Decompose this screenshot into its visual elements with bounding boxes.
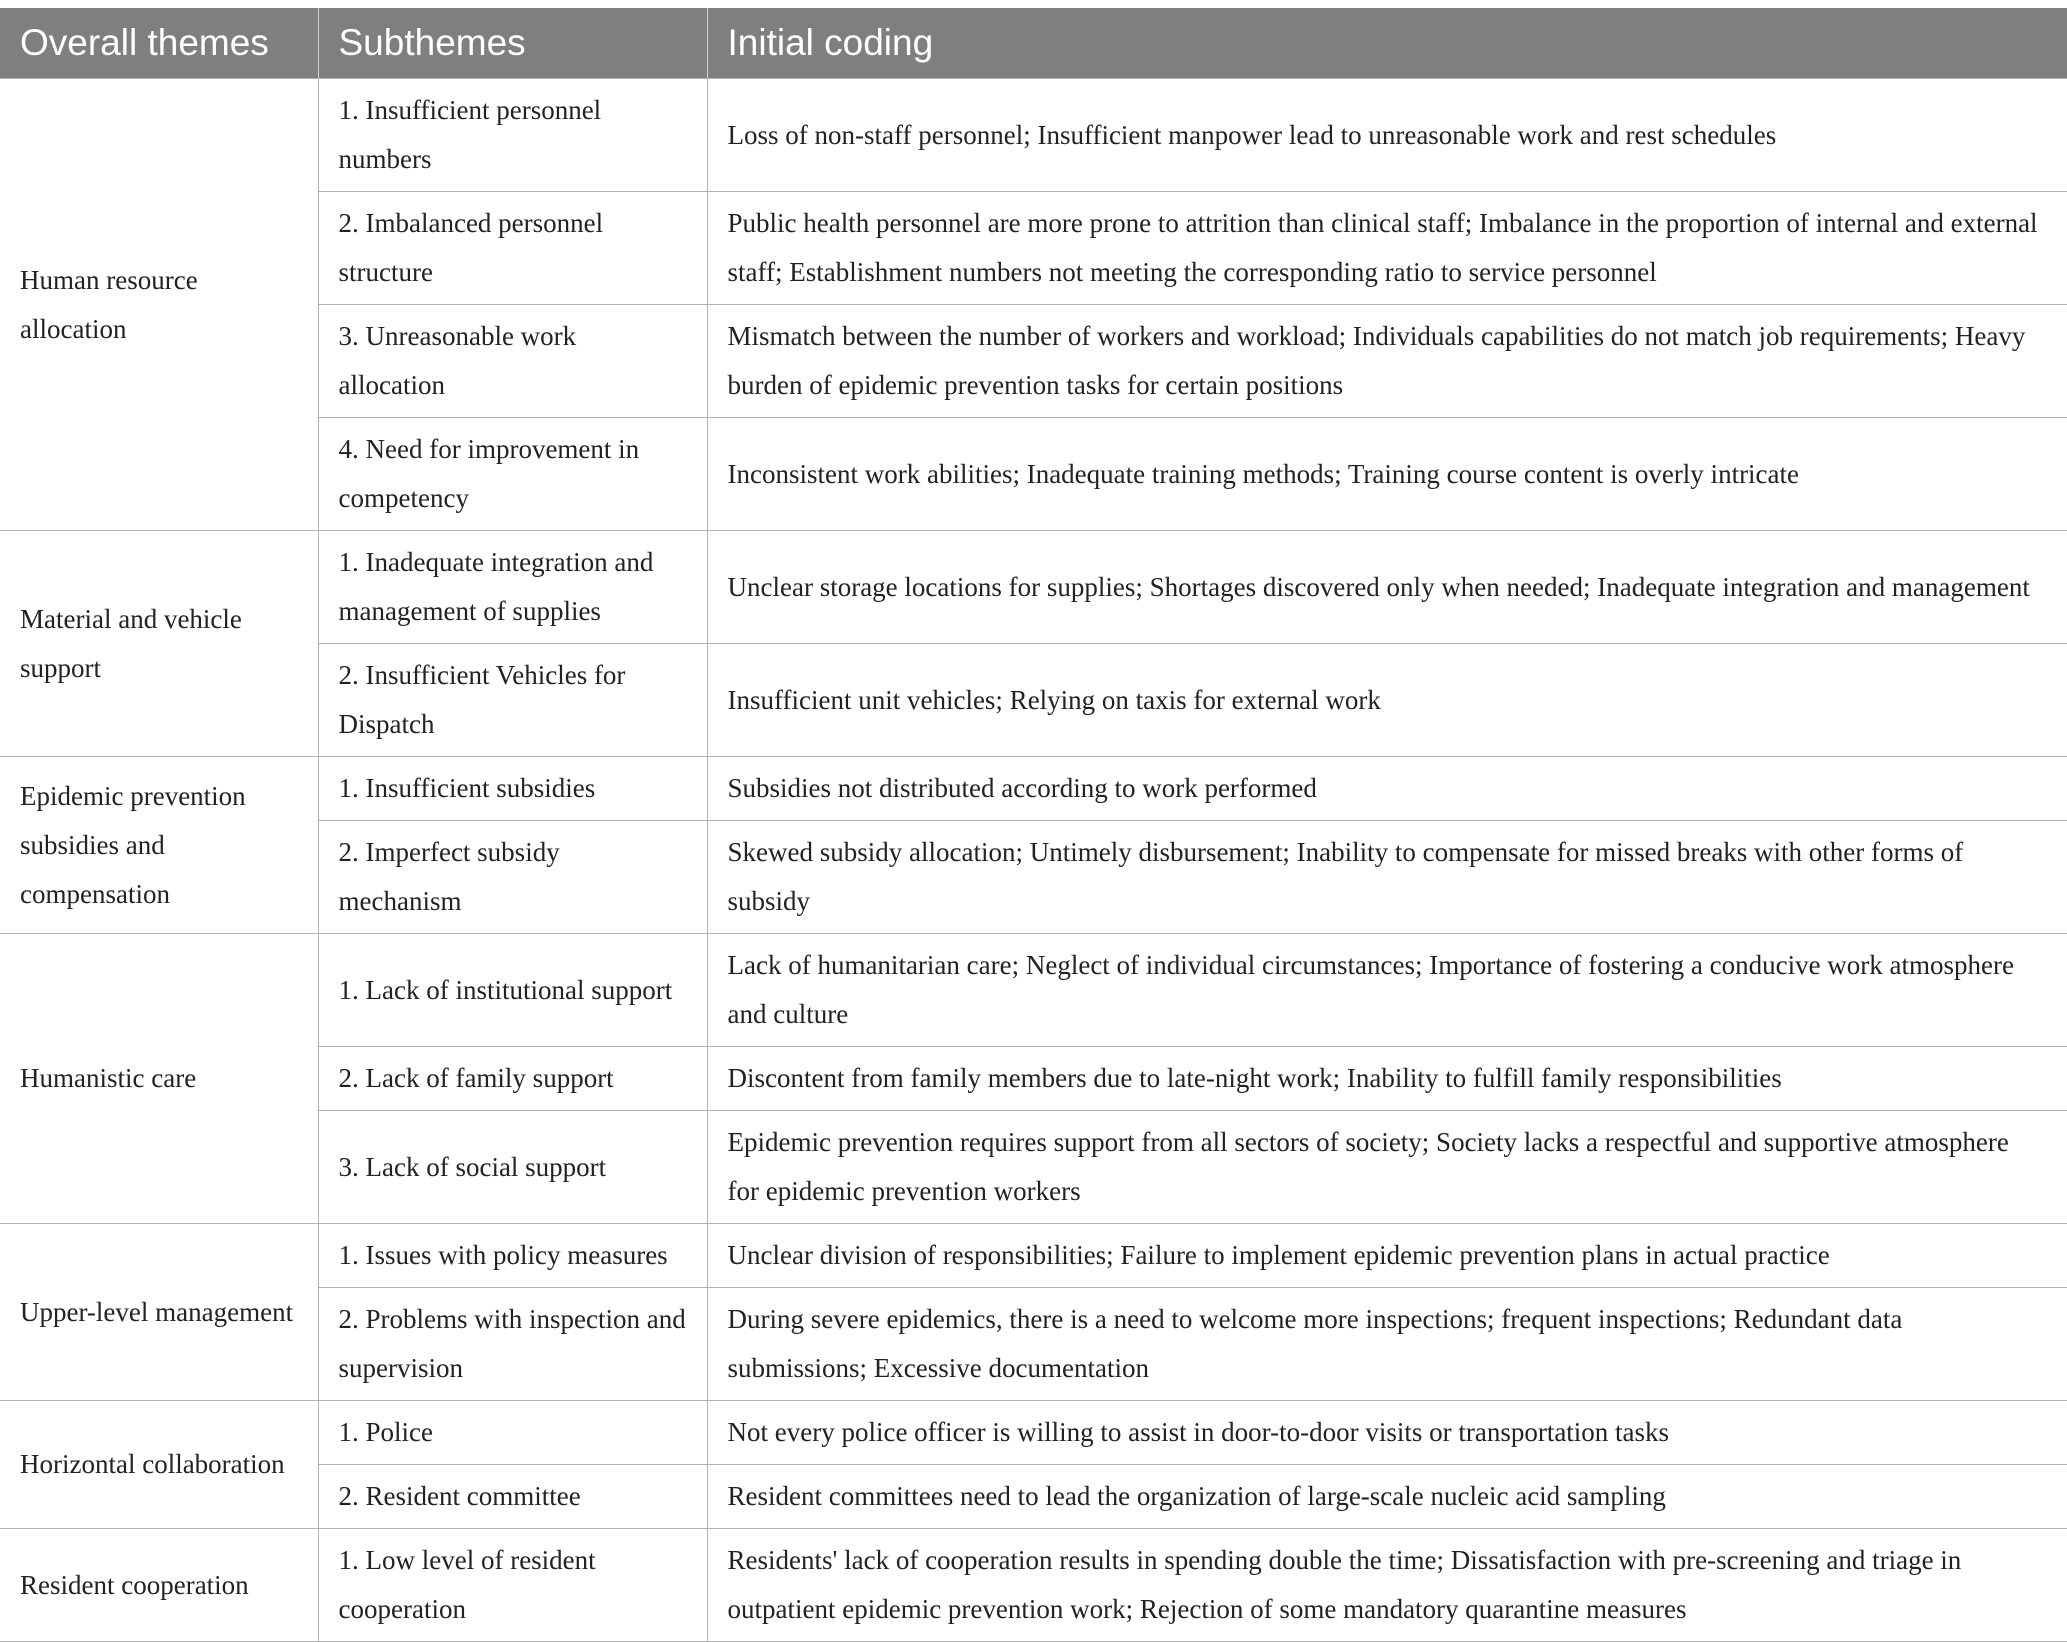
table-row — [0, 1401, 2067, 1465]
subtheme-cell: 3. Unreasonable work allocation — [318, 305, 707, 418]
coding-cell: Mismatch between the number of workers and workload; Individuals capabilities do not match job requirements; Heavy burden of epidemic prevention tasks for certain positions — [707, 305, 2067, 418]
theme-cell: Human resource allocation — [0, 79, 318, 531]
header-overall-themes: Overall themes — [0, 8, 318, 79]
theme-cell: Epidemic prevention subsidies and compensation — [0, 757, 318, 934]
subtheme-cell: 2. Lack of family support — [318, 1047, 707, 1111]
coding-cell: Public health personnel are more prone to attrition than clinical staff; Imbalance in the proportion of internal and external staff; Establishment numbers not meeting the corresponding ratio to service personnel — [707, 192, 2067, 305]
coding-cell: Loss of non-staff personnel; Insufficient manpower lead to unreasonable work and rest schedules — [707, 79, 2067, 192]
subtheme-cell: 1. Issues with policy measures — [318, 1224, 707, 1288]
theme-cell: Resident cooperation — [0, 1529, 318, 1642]
coding-cell: Epidemic prevention requires support from all sectors of society; Society lacks a respectful and supportive atmosphere for epidemic prevention workers — [707, 1111, 2067, 1224]
subtheme-cell: 2. Insufficient Vehicles for Dispatch — [318, 644, 707, 757]
table-row — [0, 934, 2067, 1047]
table-row — [0, 531, 2067, 644]
subtheme-cell: 2. Imperfect subsidy mechanism — [318, 821, 707, 934]
theme-cell: Humanistic care — [0, 934, 318, 1224]
themes-table-container — [0, 8, 2067, 1642]
subtheme-cell: 2. Resident committee — [318, 1465, 707, 1529]
coding-cell: Unclear division of responsibilities; Failure to implement epidemic prevention plans in actual practice — [707, 1224, 2067, 1288]
coding-cell: Insufficient unit vehicles; Relying on taxis for external work — [707, 644, 2067, 757]
coding-cell: Not every police officer is willing to assist in door-to-door visits or transportation tasks — [707, 1401, 2067, 1465]
coding-cell: Residents' lack of cooperation results in spending double the time; Dissatisfaction with pre-screening and triage in outpatient epidemic prevention work; Rejection of some mandatory quarantine measures — [707, 1529, 2067, 1642]
header-subthemes: Subthemes — [318, 8, 707, 79]
subtheme-cell: 1. Low level of resident cooperation — [318, 1529, 707, 1642]
table-row — [0, 79, 2067, 192]
coding-cell: Inconsistent work abilities; Inadequate training methods; Training course content is overly intricate — [707, 418, 2067, 531]
table-row — [0, 1529, 2067, 1642]
coding-cell: Lack of humanitarian care; Neglect of individual circumstances; Importance of fostering a conducive work atmosphere and culture — [707, 934, 2067, 1047]
subtheme-cell: 1. Inadequate integration and management of supplies — [318, 531, 707, 644]
themes-table — [0, 8, 2067, 1642]
coding-cell: Unclear storage locations for supplies; Shortages discovered only when needed; Inadequate integration and management — [707, 531, 2067, 644]
table-row — [0, 1224, 2067, 1288]
subtheme-cell: 4. Need for improvement in competency — [318, 418, 707, 531]
coding-cell: Discontent from family members due to late-night work; Inability to fulfill family responsibilities — [707, 1047, 2067, 1111]
coding-cell: Skewed subsidy allocation; Untimely disbursement; Inability to compensate for missed breaks with other forms of subsidy — [707, 821, 2067, 934]
subtheme-cell: 2. Imbalanced personnel structure — [318, 192, 707, 305]
subtheme-cell: 3. Lack of social support — [318, 1111, 707, 1224]
theme-cell: Material and vehicle support — [0, 531, 318, 757]
table-body — [0, 79, 2067, 1642]
subtheme-cell: 1. Insufficient personnel numbers — [318, 79, 707, 192]
header-row — [0, 8, 2067, 79]
coding-cell: Resident committees need to lead the organization of large-scale nucleic acid sampling — [707, 1465, 2067, 1529]
subtheme-cell: 2. Problems with inspection and supervision — [318, 1288, 707, 1401]
theme-cell: Upper-level management — [0, 1224, 318, 1401]
table-row — [0, 757, 2067, 821]
coding-cell: Subsidies not distributed according to work performed — [707, 757, 2067, 821]
table-header — [0, 8, 2067, 79]
subtheme-cell: 1. Lack of institutional support — [318, 934, 707, 1047]
subtheme-cell: 1. Insufficient subsidies — [318, 757, 707, 821]
subtheme-cell: 1. Police — [318, 1401, 707, 1465]
theme-cell: Horizontal collaboration — [0, 1401, 318, 1529]
header-initial-coding: Initial coding — [707, 8, 2067, 79]
coding-cell: During severe epidemics, there is a need to welcome more inspections; frequent inspections; Redundant data submissions; Excessive documentation — [707, 1288, 2067, 1401]
